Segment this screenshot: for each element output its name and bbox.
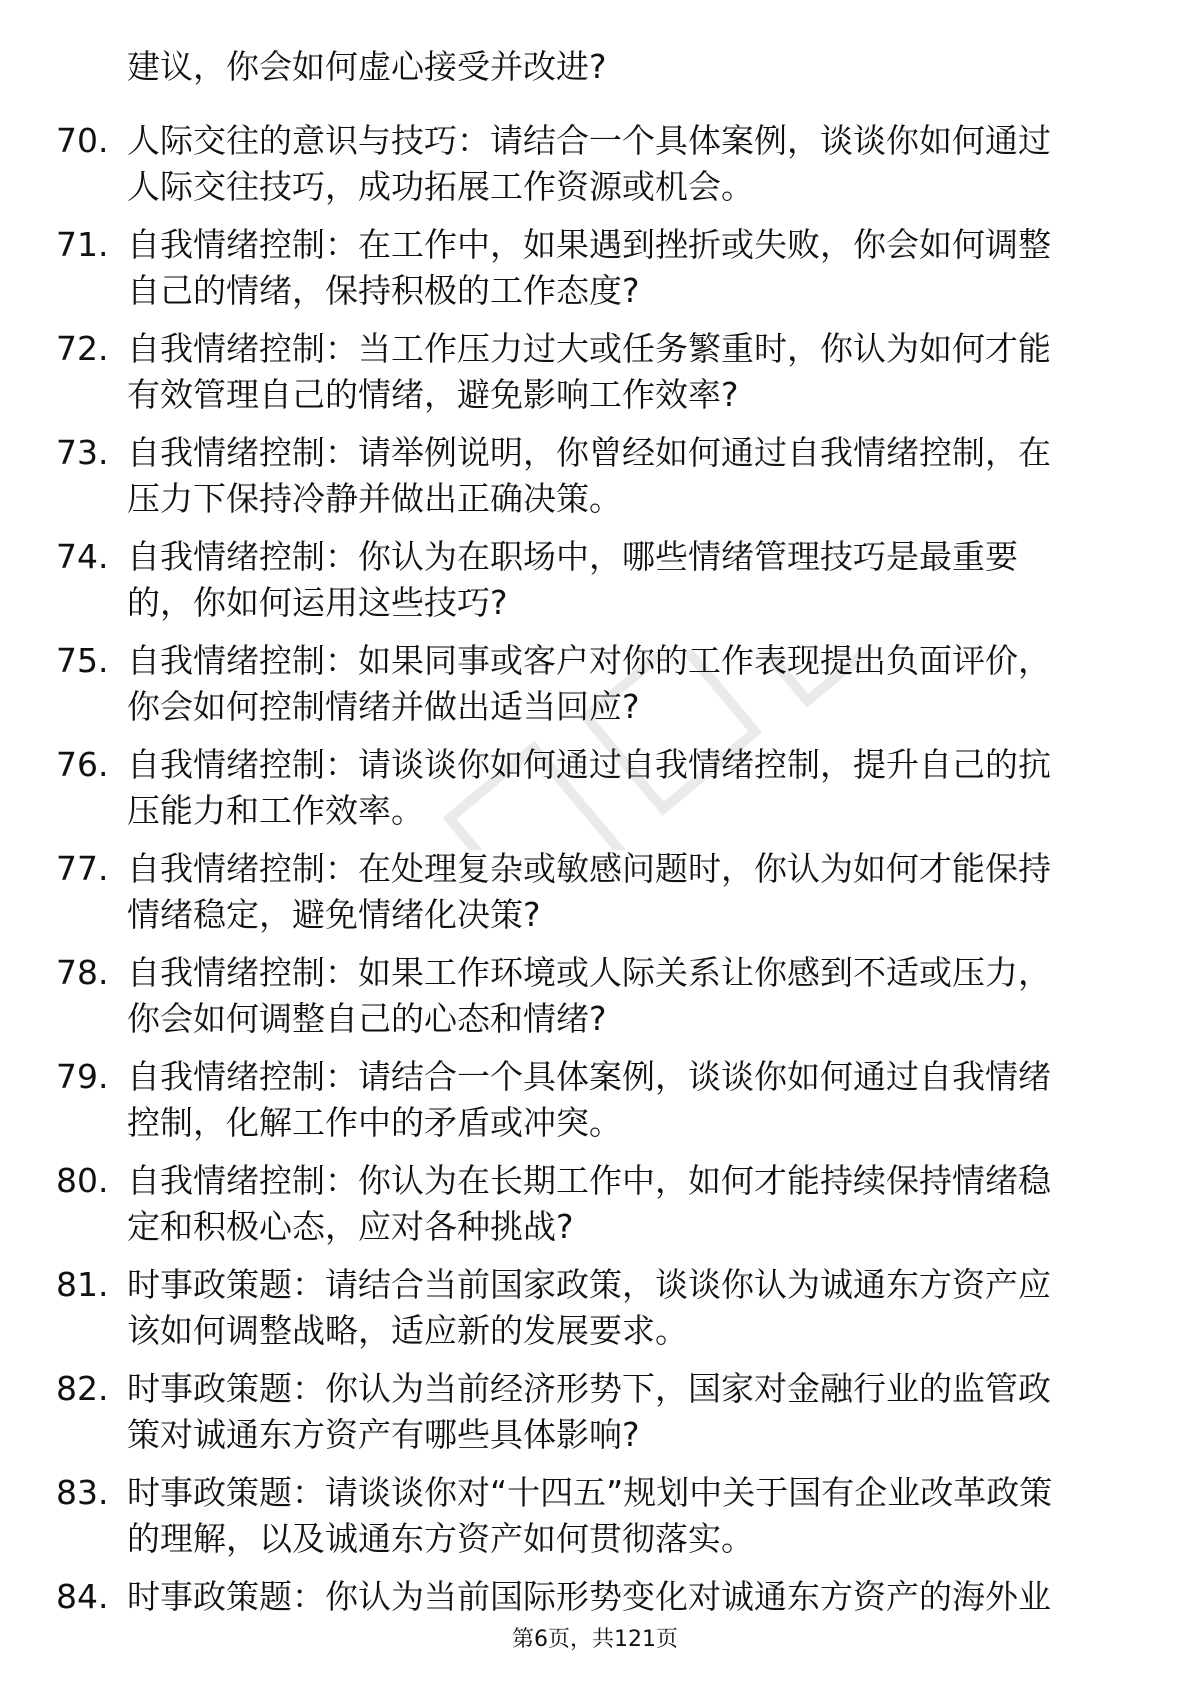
question-text-line: 定和积极心态，应对各种挑战? — [127, 1207, 574, 1246]
question-text-line: 你会如何调整自己的心态和情绪? — [127, 999, 607, 1038]
question-text — [127, 1262, 1127, 1354]
question-number: 76. — [56, 745, 109, 784]
question-number: 80. — [56, 1161, 109, 1200]
question-text-line: 压力下保持冷静并做出正确决策。 — [127, 479, 622, 518]
question-number: 83. — [56, 1473, 109, 1512]
page-footer: 第6页，共121页 — [512, 1627, 678, 1652]
question-text-line: 自我情绪控制：如果同事或客户对你的工作表现提出负面评价， — [127, 641, 1051, 680]
question-text-line: 策对诚通东方资产有哪些具体影响? — [127, 1415, 640, 1454]
question-item — [56, 638, 1136, 742]
question-item — [56, 742, 1136, 846]
question-text-line: 情绪稳定，避免情绪化决策? — [127, 895, 541, 934]
question-item — [56, 118, 1136, 222]
question-number: 79. — [56, 1057, 109, 1096]
question-text-line: 时事政策题：你认为当前经济形势下，国家对金融行业的监管政 — [127, 1369, 1051, 1408]
question-text-line: 自我情绪控制：当工作压力过大或任务繁重时，你认为如何才能 — [127, 329, 1051, 368]
question-number: 84. — [56, 1577, 109, 1616]
question-number: 74. — [56, 537, 109, 576]
question-text-line: 自我情绪控制：你认为在职场中，哪些情绪管理技巧是最重要 — [127, 537, 1018, 576]
question-item — [56, 534, 1136, 638]
question-text-line: 的，你如何运用这些技巧? — [127, 583, 508, 622]
question-text-line: 自我情绪控制：在处理复杂或敏感问题时，你认为如何才能保持 — [127, 849, 1051, 888]
question-text-line: 自己的情绪，保持积极的工作态度? — [127, 271, 640, 310]
question-number: 77. — [56, 849, 109, 888]
question-text-line: 的理解，以及诚通东方资产如何贯彻落实。 — [127, 1519, 754, 1558]
question-text — [127, 222, 1127, 314]
question-text — [127, 430, 1127, 522]
question-text-line: 控制，化解工作中的矛盾或冲突。 — [127, 1103, 622, 1142]
question-text-line: 时事政策题：请谈谈你对“十四五”规划中关于国有企业改革政策 — [127, 1473, 1053, 1512]
question-text — [127, 742, 1127, 834]
question-text-line: 自我情绪控制：在工作中，如果遇到挫折或失败，你会如何调整 — [127, 225, 1051, 264]
question-text-line: 该如何调整战略，适应新的发展要求。 — [127, 1311, 688, 1350]
question-number: 70. — [56, 121, 109, 160]
question-text — [127, 1366, 1127, 1458]
question-text-line: 压能力和工作效率。 — [127, 791, 424, 830]
question-item — [56, 1158, 1136, 1262]
question-text — [127, 638, 1127, 730]
question-text — [127, 118, 1127, 210]
question-number: 72. — [56, 329, 109, 368]
question-item — [56, 846, 1136, 950]
question-number: 81. — [56, 1265, 109, 1304]
question-text-line: 有效管理自己的情绪，避免影响工作效率? — [127, 375, 739, 414]
question-text-line: 自我情绪控制：如果工作环境或人际关系让你感到不适或压力， — [127, 953, 1051, 992]
question-item — [56, 950, 1136, 1054]
question-item — [56, 1054, 1136, 1158]
question-text — [127, 950, 1127, 1042]
question-text — [127, 1574, 1127, 1620]
question-text-line: 自我情绪控制：请结合一个具体案例，谈谈你如何通过自我情绪 — [127, 1057, 1051, 1096]
question-text — [127, 326, 1127, 418]
question-number: 82. — [56, 1369, 109, 1408]
question-text-line: 人际交往技巧，成功拓展工作资源或机会。 — [127, 167, 754, 206]
question-text — [127, 1470, 1127, 1562]
question-item — [56, 222, 1136, 326]
question-number: 78. — [56, 953, 109, 992]
question-list — [56, 118, 1136, 1678]
question-text-line: 自我情绪控制：请谈谈你如何通过自我情绪控制，提升自己的抗 — [127, 745, 1051, 784]
continued-question-text: 建议，你会如何虚心接受并改进? — [127, 47, 607, 86]
question-number: 73. — [56, 433, 109, 472]
question-number: 75. — [56, 641, 109, 680]
question-text-line: 自我情绪控制：请举例说明，你曾经如何通过自我情绪控制，在 — [127, 433, 1051, 472]
question-text — [127, 534, 1127, 626]
question-item — [56, 326, 1136, 430]
question-text — [127, 846, 1127, 938]
question-text-line: 你会如何控制情绪并做出适当回应? — [127, 687, 640, 726]
question-text-line: 时事政策题：请结合当前国家政策，谈谈你认为诚通东方资产应 — [127, 1265, 1051, 1304]
question-text-line: 人际交往的意识与技巧：请结合一个具体案例，谈谈你如何通过 — [127, 121, 1051, 160]
question-number: 71. — [56, 225, 109, 264]
question-text — [127, 1054, 1127, 1146]
question-item — [56, 1262, 1136, 1366]
question-text-line: 自我情绪控制：你认为在长期工作中，如何才能持续保持情绪稳 — [127, 1161, 1051, 1200]
question-text — [127, 1158, 1127, 1250]
question-item — [56, 1366, 1136, 1470]
question-item — [56, 430, 1136, 534]
question-text-line: 时事政策题：你认为当前国际形势变化对诚通东方资产的海外业 — [127, 1577, 1051, 1616]
question-item — [56, 1470, 1136, 1574]
